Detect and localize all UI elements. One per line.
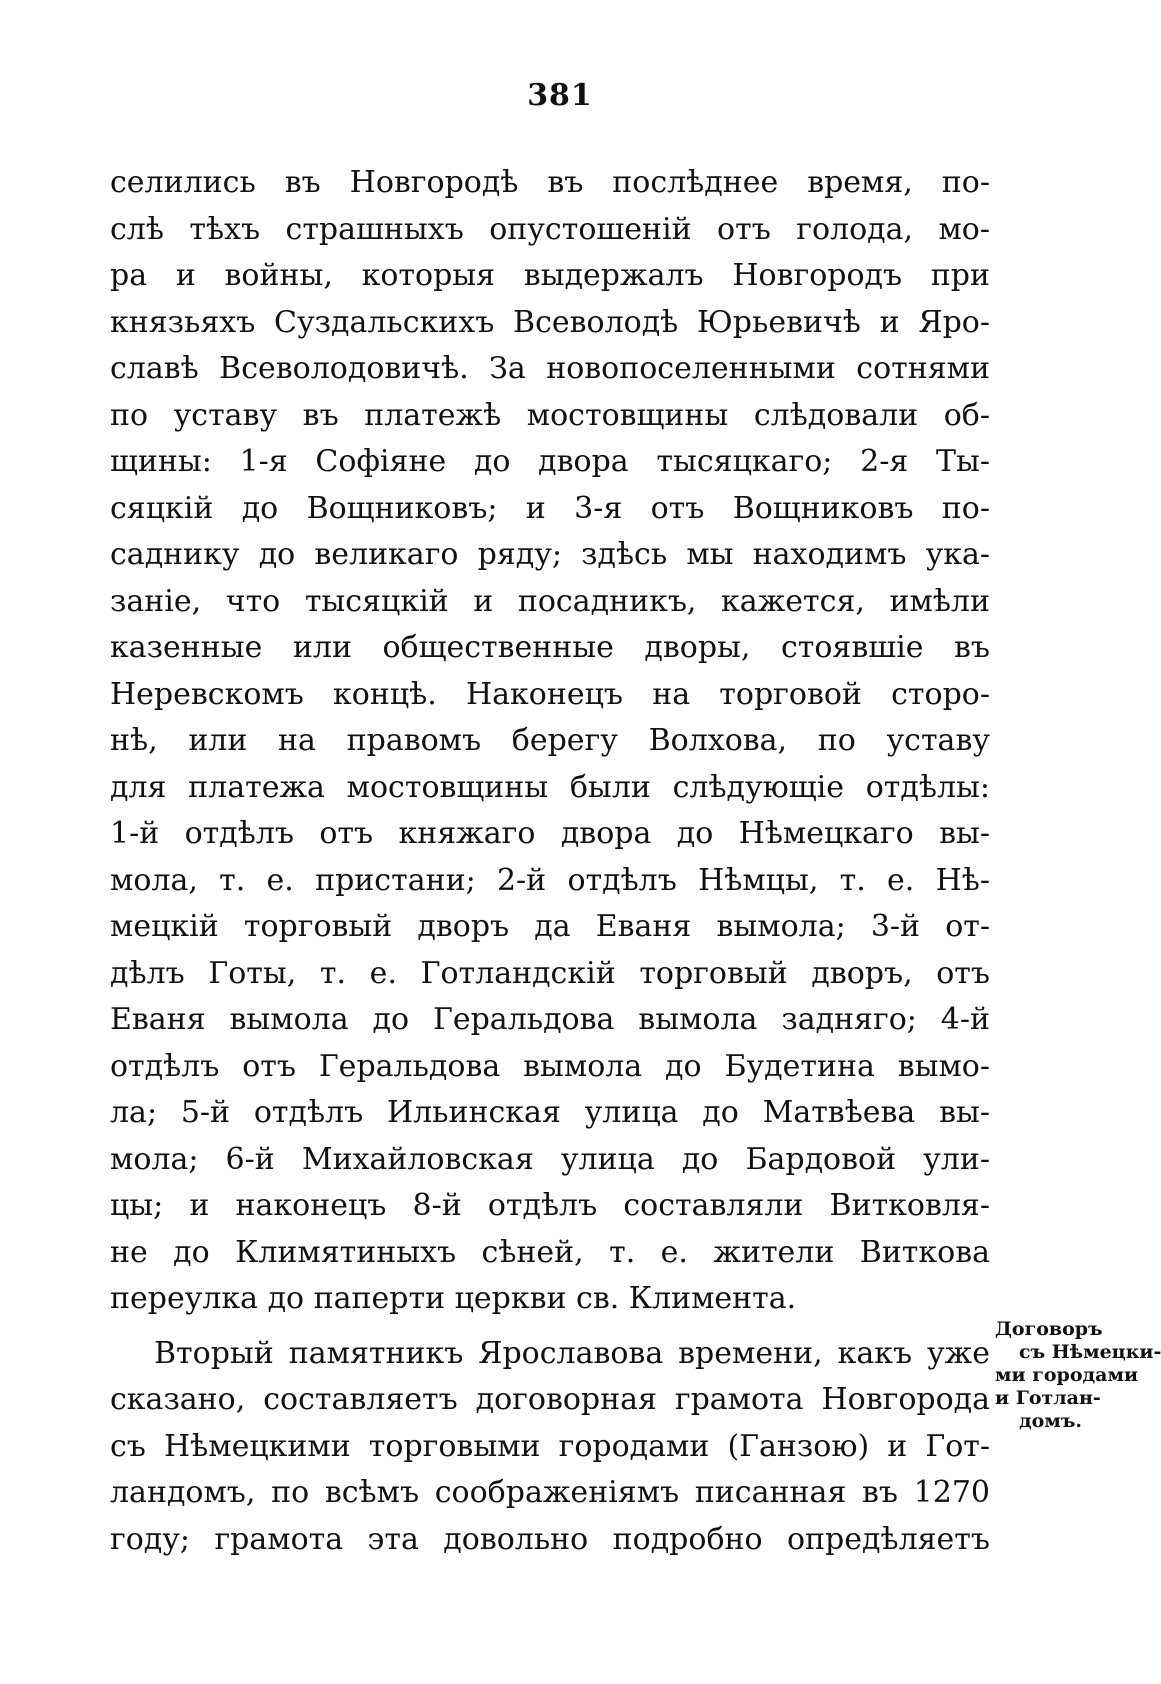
text-line: ра и войны, которыя выдержалъ Новгородъ при <box>110 258 990 293</box>
text-line: ла; 5-й отдѣлъ Ильинская улица до Матвѣева вы- <box>110 1095 990 1130</box>
text-line: году; грамота эта довольно подробно опредѣляетъ <box>110 1521 990 1557</box>
margin-note-line: ми городами <box>995 1364 1139 1386</box>
text-line: сяцкій до Вощниковъ; и 3-я отъ Вощниковъ по- <box>110 490 990 526</box>
text-line: заніе, что тысяцкій и посадникъ, кажется, имѣли <box>110 583 990 619</box>
margin-note-line: Договоръ <box>995 1318 1103 1340</box>
text-line: Вторый памятникъ Ярославова времени, какъ уже <box>154 1335 990 1371</box>
text-line: не до Климятиныхъ сѣней, т. е. жители Виткова <box>110 1234 990 1270</box>
text-line: мола; 6-й Михайловская улица до Бардовой ули- <box>110 1141 990 1177</box>
paragraph-gap <box>110 1323 990 1331</box>
margin-note-line: и Готлан- <box>995 1387 1101 1409</box>
text-line: нѣ, или на правомъ берегу Волхова, по уставу <box>110 723 990 758</box>
paragraph-2 <box>110 1331 990 1564</box>
main-text <box>110 160 990 1563</box>
text-line: слѣ тѣхъ страшныхъ опустошеній отъ голода, мо- <box>110 211 990 247</box>
margin-note-line: съ Нѣмецки- <box>1019 1341 1161 1363</box>
text-line: ландомъ, по всѣмъ соображеніямъ писанная въ 1270 <box>110 1475 990 1510</box>
text-line: мецкій торговый дворъ да Еваня вымола; 3-й от- <box>110 909 990 944</box>
text-line: селились въ Новгородѣ въ послѣднее время, по- <box>110 165 990 200</box>
margin-note <box>995 1318 1161 1433</box>
text-line: переулка до паперти церкви св. Климента. <box>110 1281 797 1316</box>
text-line: по уставу въ платежѣ мостовщины слѣдовали об- <box>110 397 990 433</box>
text-line: князьяхъ Суздальскихъ Всеволодѣ Юрьевичѣ и Яро- <box>110 304 990 340</box>
text-line: 1-й отдѣлъ отъ княжаго двора до Нѣмецкаго вы- <box>110 816 990 851</box>
text-line: казенные или общественные дворы, стоявшіе въ <box>110 630 990 665</box>
text-line: цы; и наконецъ 8-й отдѣлъ составляли Витковля- <box>110 1188 990 1223</box>
page-number: 381 <box>527 78 593 113</box>
text-line: щины: 1-я Софіяне до двора тысяцкаго; 2-я Ты- <box>110 444 990 479</box>
text-line: славѣ Всеволодовичѣ. За новопоселенными сотнями <box>110 351 990 386</box>
text-line: Еваня вымола до Геральдова вымола задняго; 4-й <box>110 1002 990 1037</box>
margin-note-line: домъ. <box>1019 1410 1083 1432</box>
text-line: Неревскомъ концѣ. Наконецъ на торговой сторо- <box>110 676 990 712</box>
text-line: саднику до великаго ряду; здѣсь мы находимъ ука- <box>110 537 990 572</box>
paragraph-1 <box>110 160 990 1323</box>
text-line: мола, т. е. пристани; 2-й отдѣлъ Нѣмцы, т. е. Нѣ- <box>110 862 990 898</box>
text-line: сказано, составляетъ договорная грамота Новгорода <box>110 1382 990 1417</box>
text-line: съ Нѣмецкими торговыми городами (Ганзою) и Гот- <box>110 1428 990 1464</box>
text-line: дѣлъ Готы, т. е. Готландскій торговый дворъ, отъ <box>110 955 990 991</box>
text-line: отдѣлъ отъ Геральдова вымола до Будетина вымо- <box>110 1048 990 1084</box>
text-line: для платежа мостовщины были слѣдующіе отдѣлы: <box>110 769 990 805</box>
